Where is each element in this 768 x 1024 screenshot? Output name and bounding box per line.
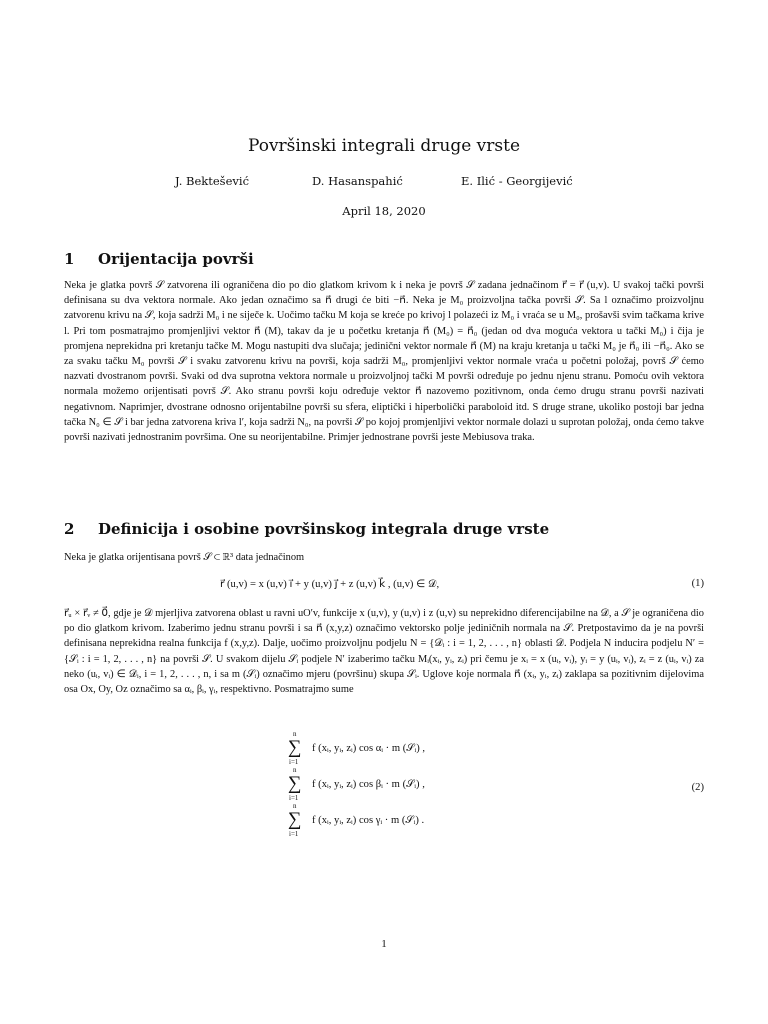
author-2: D. Hasanspahić (312, 174, 403, 188)
sum-term: f (xᵢ, yᵢ, zᵢ) cos βᵢ · m (𝒮ᵢ) , (312, 779, 425, 790)
sum-term: f (xᵢ, yᵢ, zᵢ) cos γᵢ · m (𝒮ᵢ) . (312, 815, 425, 826)
section-2-intro (64, 550, 704, 565)
section-1-number: 1 (64, 250, 75, 268)
section-1-paragraph: Neka je glatka površ 𝒮 zatvorena ili ograničena dio po dio glatkom krivom k i neka je površ 𝒮 zadana jednačinom r⃗ = r⃗ (u,v). U svakoj tački površi definisana su dva vektora normale. Ako jedan označimo sa n⃗ drugi će biti −n⃗. Neka je M₀ proizvoljna tačka površi 𝒮. Sa l označimo proizvoljnu zatvorenu krivu na 𝒮, koja sadrži M₀ i ne siječe k. Uočimo tačku M koja se kreće po krivoj l polazeći iz M₀ i vraća se u M₀, prošavši svim tačkama krive l. Pri tom posmatrajmo promjenljivi vektor n⃗ (M), takav da je u početku kretanja n⃗ (M₀) = n⃗₀ (jedan od dva moguća vektora u tački M₀) i čija je promjena neprekidna pri kretanju tačke M. Mogu nastupiti dva slučaja; jedinični vektor normale n⃗ (M) na kraju kretanja u tački M₀ je n⃗₀ ili −n⃗₀. Ako se za svaku tačku M₀ površi 𝒮 i svaku zatvorenu krivu na površi, koja sadrži M₀, promjenljivi vektor normale vraća u početni položaj, površ 𝒮 ćemo nazvati dvostranom površi. Svaki od dva suprotna vektora normale u proizvoljnoj tački M površi određuje po jednu njenu stranu. Pomoću ovih vektora normala možemo orijentisati površ 𝒮. Ako stranu površi koju određuje vektor n⃗ nazovemo pozitivnom, onda ćemo drugu stranu površi nazivati negativnom. Naprimjer, dvostrane odnosno orijentabilne površi su sfera, eliptički i hiperbolički paraboloid itd. S druge strane, ukoliko postoji bar jedna tačka N₀ ∈ 𝒮 i bar jedna zatvorena kriva l′, koja sadrži N₀, na površi 𝒮 po kojoj promjenljivi vektor normale dolazi u suprotan položaj, onda ćemo takve površi nazivati jednostranim površima. One su neorijentabilne. Primjer jednostrane površi jeste Mebiusova traka. (64, 280, 704, 444)
sum-upper-limit: n (293, 730, 297, 738)
page-number: 1 (381, 938, 387, 950)
sum-lower-limit: i=1 (289, 794, 299, 802)
section-1-title: Orijentacija površi (98, 250, 254, 268)
equation-1-number: (1) (691, 578, 704, 589)
author-1: J. Bektešević (175, 174, 250, 188)
equation-2-number: (2) (691, 782, 704, 793)
section-2-title: Definicija i osobine površinskog integrala druge vrste (98, 520, 550, 538)
section-2-intro-text: Neka je glatka orijentisana površ 𝒮 ⊂ ℝ³ data jednačinom (64, 552, 305, 563)
sum-row (288, 766, 548, 806)
sum-upper-limit: n (293, 766, 297, 774)
sigma-symbol: ∑ (288, 737, 302, 758)
sigma-symbol: ∑ (288, 773, 302, 794)
paper-date: April 18, 2020 (342, 204, 426, 218)
sum-row (288, 802, 548, 842)
section-2-number: 2 (64, 520, 75, 538)
sum-term: f (xᵢ, yᵢ, zᵢ) cos αᵢ · m (𝒮ᵢ) , (312, 743, 426, 754)
author-list (0, 174, 768, 192)
author-3: E. Ilić - Georgijević (461, 174, 573, 188)
sum-lower-limit: i=1 (289, 830, 299, 838)
sum-upper-limit: n (293, 802, 297, 810)
equation-1: r⃗ (u,v) = x (u,v) i⃗ + y (u,v) j⃗ + z (u,v) k⃗ , (u,v) ∈ 𝒟, (220, 579, 440, 590)
section-1-heading (64, 250, 254, 268)
section-2-heading (64, 520, 549, 538)
sigma-symbol: ∑ (288, 809, 302, 830)
sums-block (288, 730, 548, 846)
section-2-body (64, 606, 704, 697)
section-2-paragraph: r⃗ᵤ × r⃗ᵥ ≠ 0⃗, gdje je 𝒟 mjerljiva zatvorena oblast u ravni uO′v, funkcije x (u,v), y (u,v) i z (u,v) su neprekidno diferencijabilne na 𝒟, a 𝒮 je ograničena dio po dio glatkom krivom. Izaberimo jednu stranu površi i sa n⃗ (x,y,z) označimo vektorsko polje jediničnih normala na 𝒮. Pretpostavimo da je na površi definisana neprekidna realna funkcija f (x,y,z). Dalje, uočimo proizvoljnu podjelu N = {𝒟ᵢ : i = 1, 2, . . . , n} oblasti 𝒟. Podjela N inducira podjelu N′ = {𝒮ᵢ : i = 1, 2, . . . , n} na površi 𝒮. U svakom dijelu 𝒮ᵢ podjele N′ izaberimo tačku Mᵢ(xᵢ, yᵢ, zᵢ) pri čemu je xᵢ = x (uᵢ, vᵢ), yᵢ = y (uᵢ, vᵢ), zᵢ = z (uᵢ, vᵢ) za neko (uᵢ, vᵢ) ∈ 𝒟ᵢ, i = 1, 2, . . . , n, i sa m (𝒮ᵢ) označimo mjeru (površinu) skupa 𝒮ᵢ. Uglove koje normala n⃗ (xᵢ, yᵢ, zᵢ) zaklapa sa pozitivnim dijelovima osa Ox, Oy, Oz označimo sa αᵢ, βᵢ, γᵢ, respektivno. Posmatrajmo sume (64, 608, 704, 696)
sum-row (288, 730, 548, 770)
sum-lower-limit: i=1 (289, 758, 299, 766)
section-1-body (64, 278, 704, 445)
paper-title: Površinski integrali druge vrste (247, 136, 521, 156)
